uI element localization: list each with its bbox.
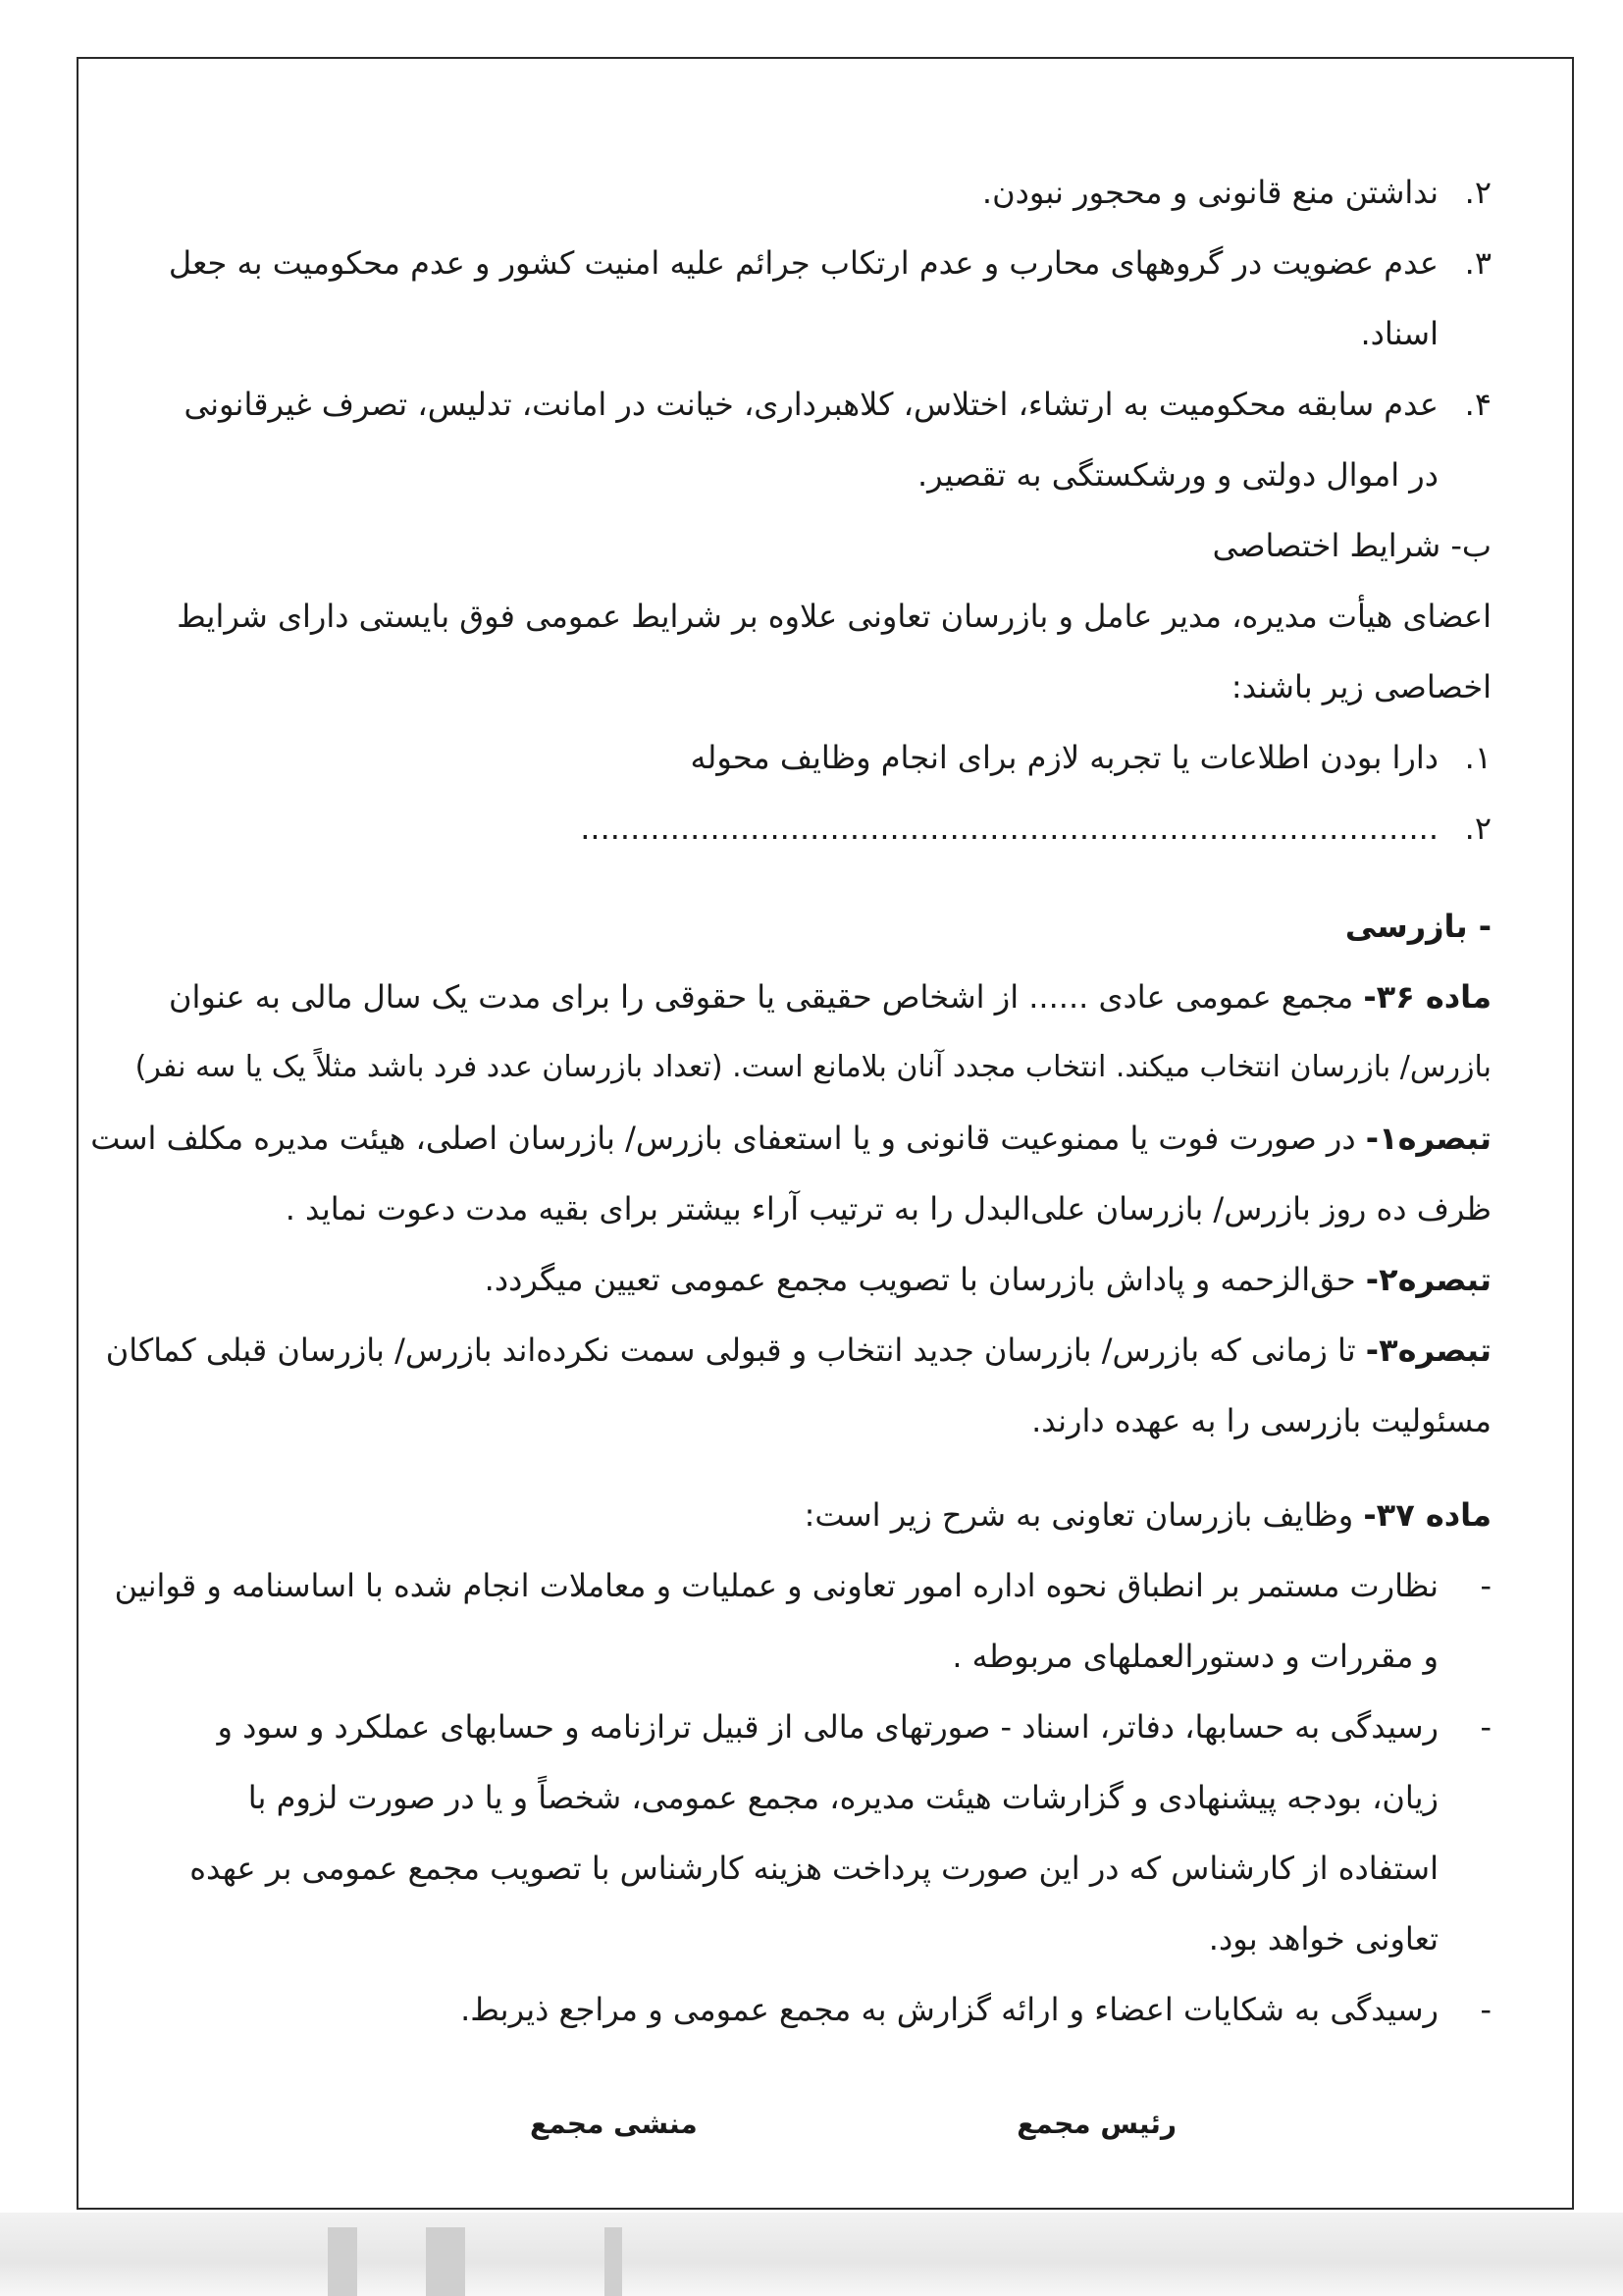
article-36-text: مجمع عمومی عادی ...... از اشخاص حقیقی یا حقوقی را برای مدت یک سال مالی به عنوان: [168, 978, 1354, 1016]
special-item-2: [157, 793, 1492, 863]
duty-item-2: [157, 1692, 1492, 1974]
scan-bottom-strip: [0, 2213, 1623, 2296]
article-37-text: وظایف بازرسان تعاونی به شرح زیر است:: [804, 1496, 1354, 1534]
item-placeholder-dots: ......................................................................................: [580, 809, 1439, 847]
item-number: ۳.: [1464, 244, 1492, 282]
note-2-text: حق‌الزحمه و پاداش بازرسان با تصویب مجمع عمومی تعیین میگردد.: [484, 1261, 1356, 1298]
general-item-3: [157, 228, 1492, 369]
duty-text-line: استفاده از کارشناس که در این صورت پرداخت هزینه کارشناس با تصویب مجمع عمومی بر عهده: [189, 1850, 1439, 1887]
duty-text-line: رسیدگی به شکایات اعضاء و ارائه گزارش به مجمع عمومی و مراجع ذیربط.: [460, 1991, 1439, 2028]
bullet-dash: -: [1480, 1708, 1492, 1746]
note-3-text: تا زمانی که بازرس/ بازرسان جدید انتخاب و قبولی سمت نکرده‌اند بازرس/ بازرسان قبلی کماکان: [105, 1331, 1356, 1369]
assembly-chair-signature: رئیس مجمع: [1017, 2108, 1177, 2140]
article-36-label: ماده ۳۶-: [1363, 978, 1492, 1016]
duty-text-line: نظارت مستمر بر انطباق نحوه اداره امور تعاونی و عملیات و معاملات انجام شده با اساسنامه و قوانین: [114, 1567, 1439, 1604]
note-2-label: تبصره۲-: [1365, 1261, 1492, 1298]
duty-text-line: زیان، بودجه پیشنهادی و گزارشات هیئت مدیره، مجمع عمومی، شخصاً و یا در صورت لزوم با: [247, 1779, 1439, 1816]
item-text-line: اسناد.: [1360, 315, 1439, 352]
item-number: ۲.: [1464, 809, 1492, 847]
item-text-line: در اموال دولتی و ورشکستگی به تقصیر.: [917, 456, 1439, 494]
note-3-line2: مسئولیت بازرسی را به عهده دارند.: [1031, 1402, 1492, 1439]
scan-artifact: [426, 2227, 465, 2296]
assembly-secretary-signature: منشی مجمع: [530, 2108, 698, 2140]
special-conditions-title: ب- شرایط اختصاصی: [1212, 527, 1492, 564]
document-body: [90, 157, 1492, 2045]
special-item-1: [157, 722, 1492, 793]
note-1-text: در صورت فوت یا ممنوعیت قانونی و یا استعفای بازرس/ بازرسان اصلی، هیئت مدیره مکلف است: [90, 1120, 1356, 1157]
article-36-line2: بازرس/ بازرسان انتخاب میکند. انتخاب مجدد آنان بلامانع است. (تعداد بازرسان عدد فرد باشد مثلاً یک یا سه نفر): [134, 1050, 1492, 1084]
duty-item-1: [114, 1550, 1492, 1692]
duty-text-line: و مقررات و دستورالعملهای مربوطه .: [952, 1638, 1439, 1675]
note-3-label: تبصره۳-: [1365, 1331, 1492, 1369]
note-3-line1: [105, 1315, 1492, 1385]
scan-artifact: [604, 2227, 622, 2296]
item-text-line: عدم عضویت در گروههای محارب و عدم ارتکاب جرائم علیه امنیت کشور و عدم محکومیت به جعل: [168, 244, 1439, 282]
note-2-line1: [157, 1244, 1492, 1315]
general-item-4: [157, 369, 1492, 510]
duty-text-line: رسیدگی به حسابها، دفاتر، اسناد - صورتهای مالی از قبیل ترازنامه و حسابهای عملکرد و سود و: [217, 1708, 1439, 1746]
item-number: ۲.: [1464, 174, 1492, 211]
general-item-2: [157, 157, 1492, 228]
item-text: نداشتن منع قانونی و محجور نبودن.: [981, 174, 1439, 211]
article-36-line1: [157, 962, 1492, 1032]
item-text-line: عدم سابقه محکومیت به ارتشاء، اختلاس، کلاهبرداری، خیانت در امانت، تدلیس، تصرف غیرقانونی: [183, 386, 1439, 423]
special-intro-line: اعضای هیأت مدیره، مدیر عامل و بازرسان تعاونی علاوه بر شرایط عمومی فوق بایستی دارای شرایط: [177, 598, 1492, 635]
article-37-intro: [157, 1480, 1492, 1550]
duty-item-3: [157, 1974, 1492, 2045]
article-37-label: ماده ۳۷-: [1363, 1496, 1492, 1534]
note-1-line2: ظرف ده روز بازرس/ بازرسان علی‌البدل را به ترتیب آراء بیشتر برای بقیه مدت دعوت نماید .: [285, 1190, 1492, 1227]
bullet-dash: -: [1480, 1991, 1492, 2028]
item-number: ۴.: [1464, 386, 1492, 423]
duty-text-line: تعاونی خواهد بود.: [1208, 1920, 1439, 1957]
item-text: دارا بودن اطلاعات یا تجربه لازم برای انجام وظایف محوله: [690, 739, 1439, 776]
note-1-line1: [90, 1103, 1492, 1174]
scan-artifact: [328, 2227, 357, 2296]
signature-row: [0, 2108, 1623, 2157]
special-intro-line: اخصاصی زیر باشند:: [1230, 668, 1492, 705]
item-number: ۱.: [1464, 739, 1492, 776]
bullet-dash: -: [1480, 1567, 1492, 1604]
note-1-label: تبصره۱-: [1365, 1120, 1492, 1157]
inspection-heading: - بازرسی: [1344, 908, 1492, 945]
